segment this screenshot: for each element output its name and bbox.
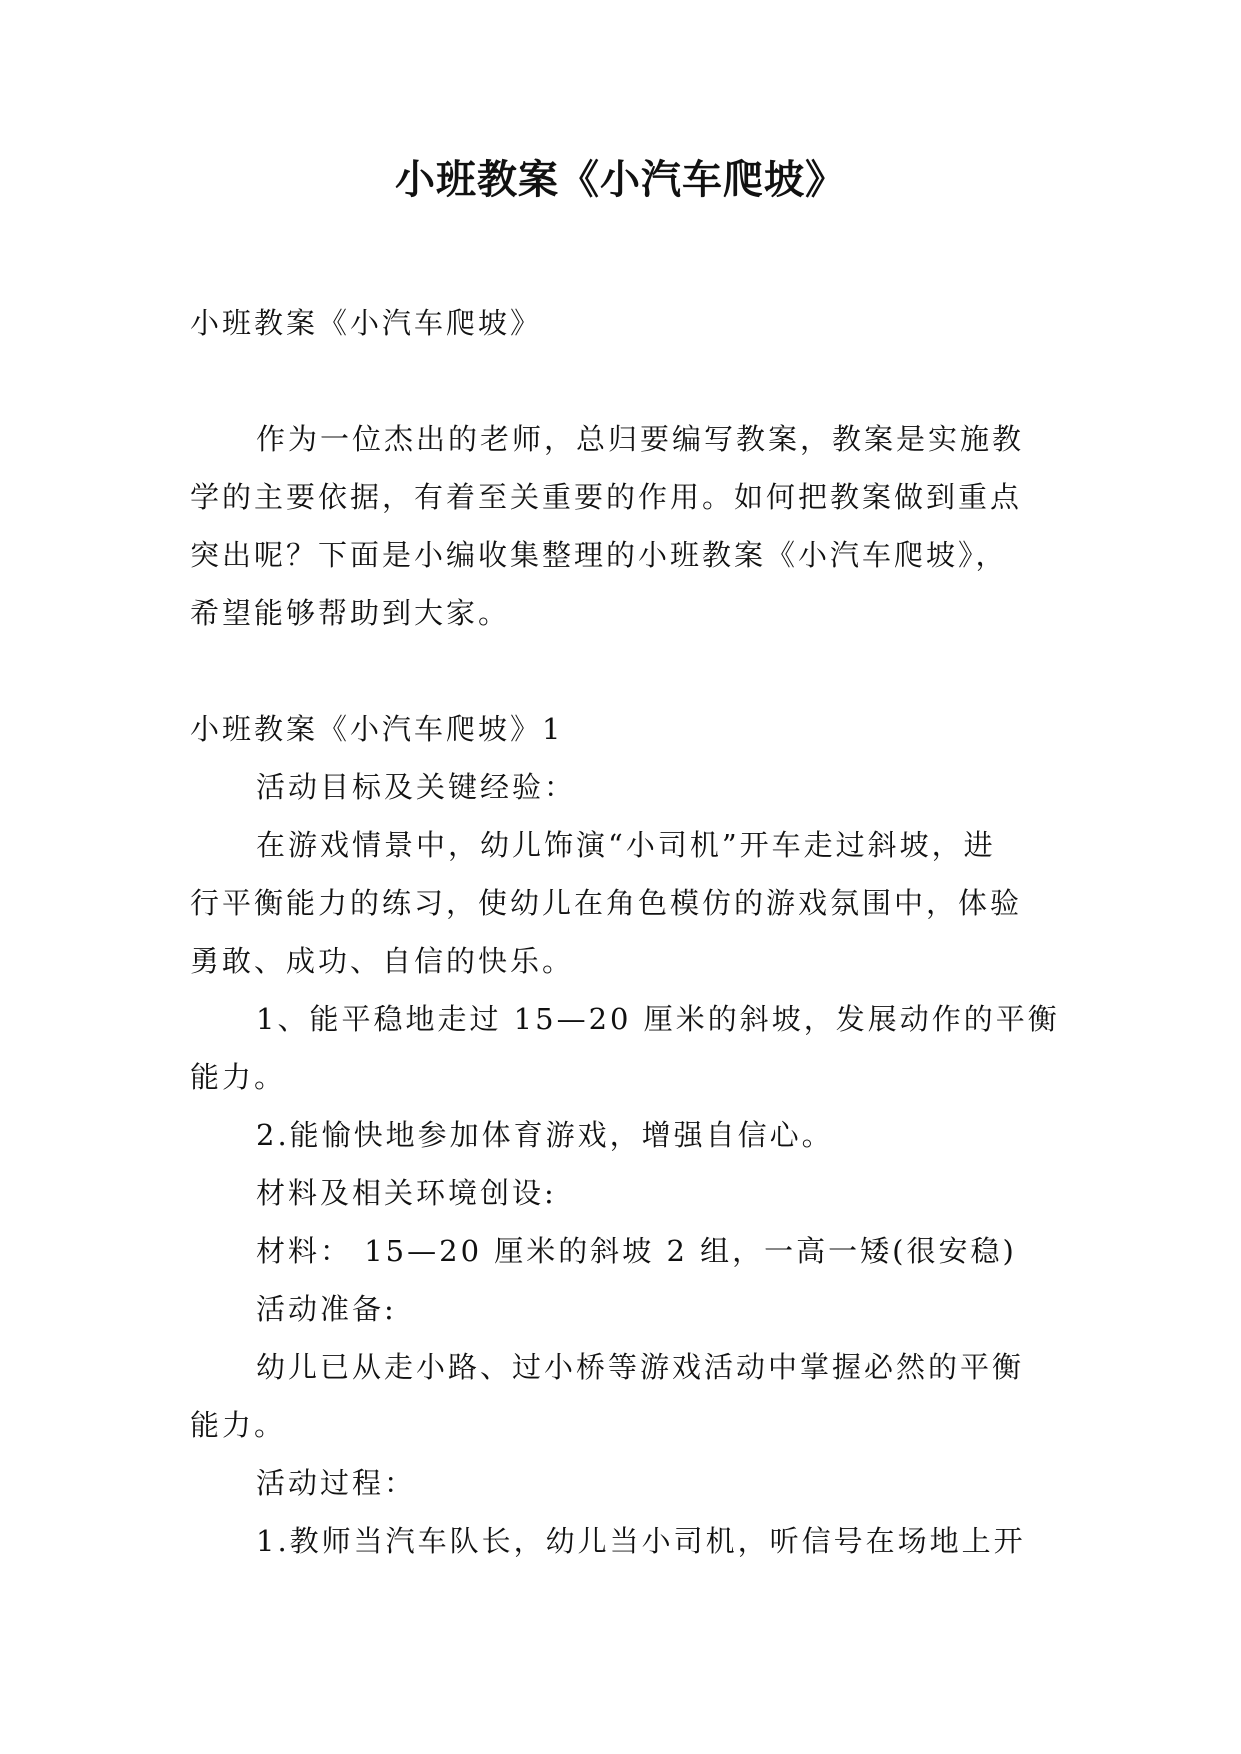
- content-line: 材料及相关环境创设:: [256, 1176, 557, 1210]
- intro-line: 学的主要依据，有着至关重要的作用。如何把教案做到重点: [190, 480, 1023, 514]
- content-line: 活动过程：: [256, 1466, 417, 1500]
- content-line: 1、能平稳地走过 15—20 厘米的斜坡，发展动作的平衡: [256, 1002, 1060, 1036]
- content-line: 活动目标及关键经验：: [256, 770, 577, 804]
- content-line: 1.教师当汽车队长，幼儿当小司机，听信号在场地上开: [256, 1524, 1026, 1558]
- section-heading: 小班教案《小汽车爬坡》1: [190, 712, 564, 746]
- intro-line: 突出呢？下面是小编收集整理的小班教案《小汽车爬坡》，: [190, 538, 1008, 572]
- subtitle: 小班教案《小汽车爬坡》: [190, 306, 543, 340]
- content-line: 勇敢、成功、自信的快乐。: [190, 944, 575, 978]
- content-line: 在游戏情景中，幼儿饰演“小司机”开车走过斜坡，进: [256, 828, 996, 862]
- content-line: 能力。: [190, 1060, 287, 1094]
- intro-line: 希望能够帮助到大家。: [190, 596, 511, 630]
- content-line: 活动准备:: [256, 1292, 397, 1326]
- document-title: 小班教案《小汽车爬坡》: [395, 157, 846, 203]
- content-line: 幼儿已从走小路、过小桥等游戏活动中掌握必然的平衡: [256, 1350, 1025, 1384]
- content-line: 材料： 15—20 厘米的斜坡 2 组，一高一矮(很安稳): [256, 1234, 1017, 1268]
- content-line: 2.能愉快地参加体育游戏，增强自信心。: [256, 1118, 834, 1152]
- content-line: 行平衡能力的练习，使幼儿在角色模仿的游戏氛围中，体验: [190, 886, 1023, 920]
- intro-line: 作为一位杰出的老师，总归要编写教案，教案是实施教: [256, 422, 1025, 456]
- content-line: 能力。: [190, 1408, 287, 1442]
